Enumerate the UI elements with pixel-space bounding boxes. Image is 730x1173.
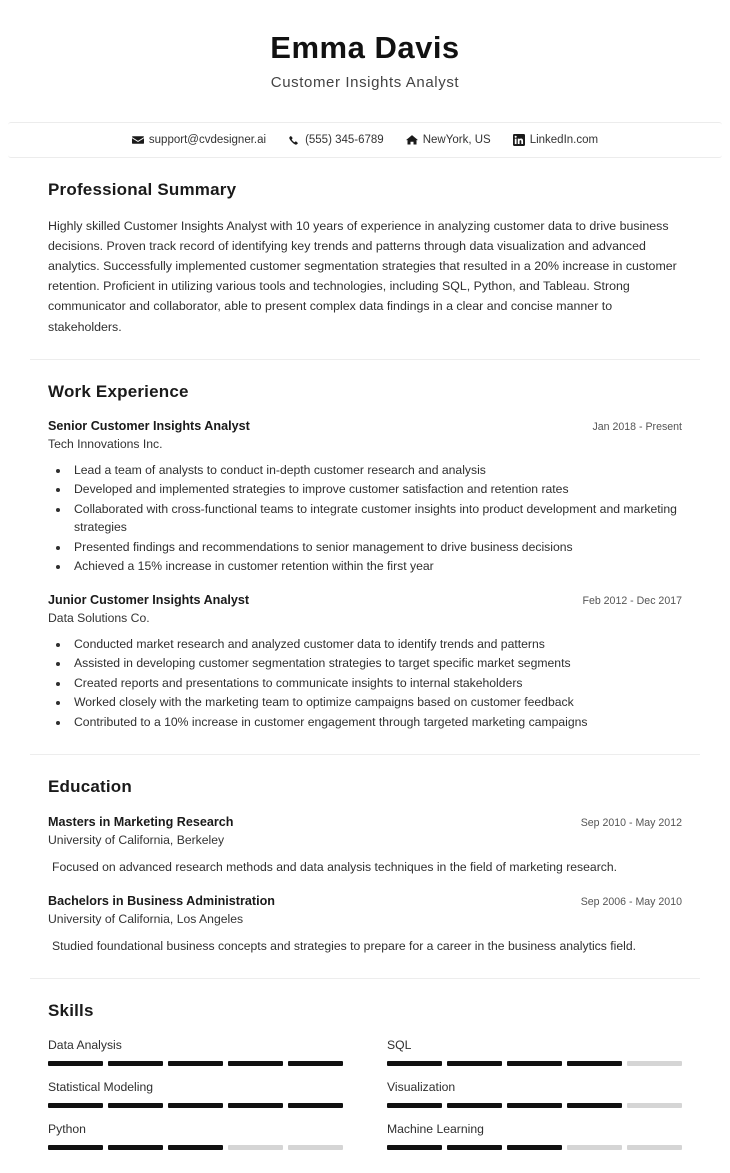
skill-item — [48, 1079, 343, 1121]
education-school: University of California, Berkeley — [48, 832, 225, 847]
candidate-name: Emma Davis — [270, 30, 460, 65]
work-bullet: • Developed and implemented strategies to improve customer satisfaction and retention rates — [70, 480, 682, 499]
skill-rating-bar — [48, 1145, 343, 1150]
skill-segment-filled — [48, 1061, 103, 1066]
skill-name: Machine Learning — [387, 1122, 484, 1137]
resume-header — [0, 0, 730, 108]
skill-segment-filled — [108, 1145, 163, 1150]
work-bullet: • Collaborated with cross-functional teams to integrate customer insights into product development and marketing strategies — [70, 500, 682, 537]
education-date: Sep 2006 - May 2010 — [580, 895, 682, 908]
skill-item — [387, 1121, 682, 1163]
skill-name: Data Analysis — [48, 1038, 122, 1053]
work-company: Data Solutions Co. — [48, 610, 150, 625]
work-bullet: • Conducted market research and analyzed customer data to identify trends and patterns — [70, 635, 682, 654]
summary-section-title: Professional Summary — [48, 179, 237, 199]
work-bullet: • Presented findings and recommendations to senior management to drive business decisions — [70, 538, 682, 557]
work-date: Jan 2018 - Present — [592, 420, 682, 433]
skill-rating-bar — [387, 1145, 682, 1150]
work-company: Tech Innovations Inc. — [48, 436, 163, 451]
skill-segment-empty — [627, 1145, 682, 1150]
work-bullet: • Achieved a 15% increase in customer retention within the first year — [70, 557, 682, 576]
skill-segment-empty — [627, 1103, 682, 1108]
section-divider — [30, 754, 700, 755]
section-divider — [30, 978, 700, 979]
skills-grid — [48, 1037, 682, 1173]
contact-email-text: support@cvdesigner.ai — [148, 133, 267, 146]
skill-item — [387, 1079, 682, 1121]
skills-section-title: Skills — [48, 1000, 94, 1020]
education-degree: Bachelors in Business Administration — [48, 893, 275, 908]
skill-segment-filled — [228, 1061, 283, 1066]
section-divider — [30, 359, 700, 360]
skill-segment-filled — [48, 1145, 103, 1150]
skill-segment-filled — [288, 1061, 343, 1066]
skill-rating-bar — [387, 1103, 682, 1108]
education-date: Sep 2010 - May 2012 — [580, 816, 682, 829]
work-date: Feb 2012 - Dec 2017 — [582, 594, 682, 607]
skill-segment-filled — [567, 1103, 622, 1108]
skill-segment-filled — [447, 1061, 502, 1066]
skill-segment-filled — [507, 1061, 562, 1066]
education-entry — [48, 814, 682, 877]
work-bullet: • Lead a team of analysts to conduct in-depth customer research and analysis — [70, 461, 682, 480]
work-entry-head — [48, 418, 682, 435]
skill-segment-filled — [108, 1061, 163, 1066]
skill-segment-filled — [447, 1145, 502, 1150]
education-description: Studied foundational business concepts and strategies to prepare for a career in the business analytics field. — [52, 939, 637, 954]
section-work-experience — [0, 382, 730, 755]
skill-segment-empty — [288, 1145, 343, 1150]
skill-item — [387, 1037, 682, 1079]
skill-name: Statistical Modeling — [48, 1080, 153, 1095]
skill-rating-bar — [387, 1061, 682, 1066]
education-degree: Masters in Marketing Research — [48, 814, 234, 829]
contact-location[interactable] — [406, 134, 491, 146]
education-description: Focused on advanced research methods and data analysis techniques in the field of marketing research. — [52, 860, 618, 875]
skill-name: Visualization — [387, 1080, 456, 1095]
envelope-icon — [132, 134, 144, 146]
contact-email[interactable] — [132, 134, 266, 146]
contact-bar — [8, 122, 722, 158]
contact-linkedin[interactable] — [513, 134, 598, 146]
skill-rating-bar — [48, 1103, 343, 1108]
skill-segment-filled — [387, 1145, 442, 1150]
skill-segment-filled — [168, 1061, 223, 1066]
skill-segment-filled — [168, 1145, 223, 1150]
skill-segment-empty — [228, 1145, 283, 1150]
contact-phone-text: (555) 345-6789 — [305, 133, 384, 146]
skill-segment-filled — [168, 1103, 223, 1108]
work-entry — [48, 418, 682, 576]
work-entry-head — [48, 592, 682, 609]
work-bullet: • Created reports and presentations to communicate insights to internal stakeholders — [70, 674, 682, 693]
skill-rating-bar — [48, 1061, 343, 1066]
education-section-title: Education — [48, 777, 132, 797]
work-bullet: • Assisted in developing customer segmentation strategies to target specific market segments — [70, 654, 682, 673]
work-position: Junior Customer Insights Analyst — [48, 592, 250, 607]
skill-segment-empty — [627, 1061, 682, 1066]
skill-item — [48, 1037, 343, 1079]
education-entry-head — [48, 893, 682, 910]
skill-segment-filled — [507, 1103, 562, 1108]
summary-text: Highly skilled Customer Insights Analyst with 10 years of experience in analyzing customer data to drive business decisions. Proven track record of identifying key trends and patterns through data visualization and advanced analytics. Successfully implemented customer segmentation strategies that resulted in a 20% increase in customer retention. Proficient in utilizing various tools and technologies, including SQL, Python, and Tableau. Strong communicator and collaborator, able to present complex data findings in a clear and concise manner to stakeholders. — [48, 219, 677, 334]
section-education — [0, 777, 730, 977]
skill-segment-filled — [48, 1103, 103, 1108]
skill-segment-filled — [387, 1103, 442, 1108]
skill-name: Python — [48, 1122, 86, 1137]
skill-segment-filled — [228, 1103, 283, 1108]
contact-phone[interactable] — [288, 134, 384, 146]
contact-linkedin-text: LinkedIn.com — [529, 133, 599, 146]
education-entry-head — [48, 814, 682, 831]
skill-segment-filled — [567, 1061, 622, 1066]
contact-location-text: NewYork, US — [422, 133, 491, 146]
house-icon — [406, 134, 418, 146]
skill-segment-filled — [288, 1103, 343, 1108]
skill-name: SQL — [387, 1038, 412, 1053]
skill-segment-empty — [567, 1145, 622, 1150]
education-school: University of California, Los Angeles — [48, 911, 244, 926]
section-skills — [0, 1001, 730, 1173]
section-professional-summary — [0, 180, 730, 337]
skill-segment-filled — [507, 1145, 562, 1150]
work-bullet: • Contributed to a 10% increase in customer engagement through targeted marketing campaigns — [70, 713, 682, 732]
work-position: Senior Customer Insights Analyst — [48, 418, 250, 433]
work-entry — [48, 592, 682, 731]
work-bullets — [48, 461, 682, 576]
skill-segment-filled — [387, 1061, 442, 1066]
work-section-title: Work Experience — [48, 381, 189, 401]
phone-icon — [288, 134, 300, 146]
skill-segment-filled — [447, 1103, 502, 1108]
skill-segment-filled — [108, 1103, 163, 1108]
linkedin-icon — [513, 134, 525, 146]
work-bullets — [48, 635, 682, 732]
skill-item — [48, 1121, 343, 1163]
work-bullet: • Worked closely with the marketing team to optimize campaigns based on customer feedback — [70, 693, 682, 712]
candidate-job-title: Customer Insights Analyst — [270, 73, 460, 91]
education-entry — [48, 893, 682, 956]
